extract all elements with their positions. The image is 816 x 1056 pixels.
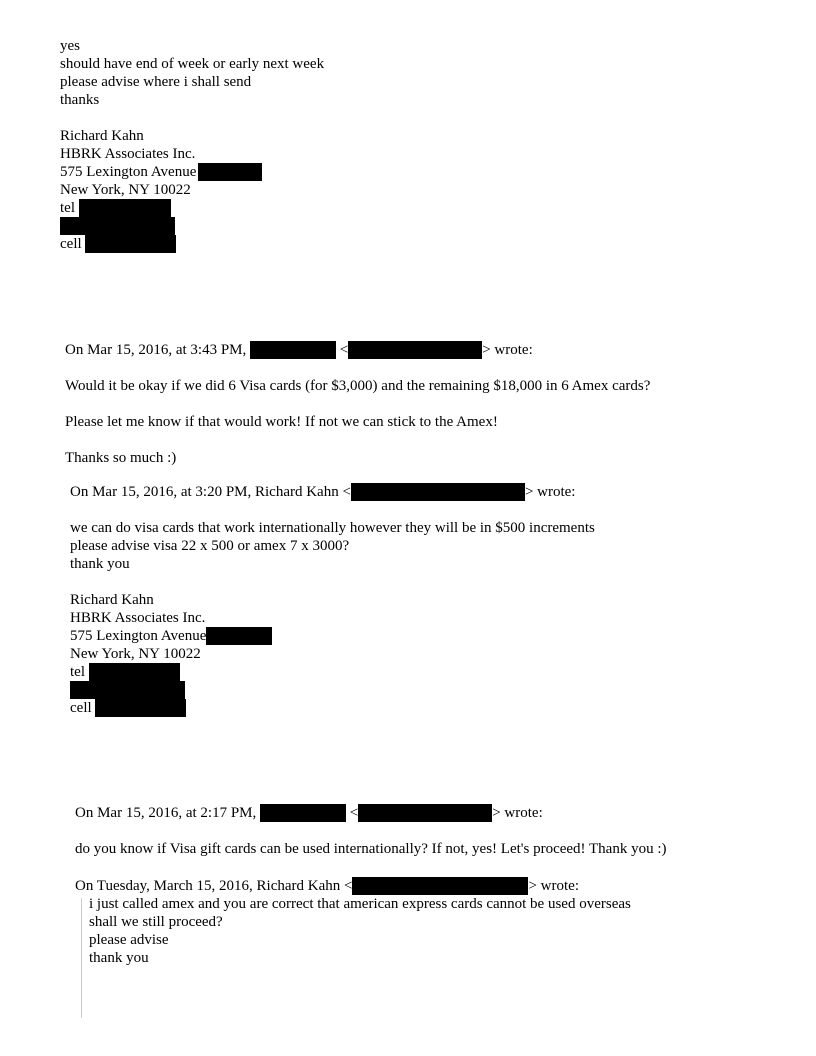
message-body-line: thank you — [70, 556, 130, 572]
message-body-line: please advise visa 22 x 500 or amex 7 x 3000? — [70, 538, 350, 554]
redaction — [352, 877, 528, 895]
redaction — [348, 341, 482, 359]
reply-line: should have end of week or early next week — [60, 56, 325, 72]
quoted-message-4-header — [75, 877, 579, 895]
redaction — [260, 804, 346, 822]
signature-city: New York, NY 10022 — [60, 182, 191, 198]
quoted-message-1 — [65, 341, 650, 467]
quoted-message-3 — [75, 804, 667, 858]
signature-address: 575 Lexington Avenue — [70, 627, 595, 645]
reply-line: please advise where i shall send — [60, 74, 252, 90]
signature-fax — [70, 681, 595, 699]
redaction — [351, 483, 525, 501]
redaction — [250, 341, 336, 359]
signature-cell: cell — [60, 235, 324, 253]
signature-address: 575 Lexington Avenue — [60, 163, 324, 181]
reply-line: yes — [60, 38, 80, 54]
signature-cell: cell — [70, 699, 595, 717]
signature-name: Richard Kahn — [60, 128, 144, 144]
redaction — [85, 235, 176, 253]
redaction — [206, 627, 272, 645]
redaction — [95, 699, 186, 717]
quote-bar — [81, 898, 82, 1018]
message-body-line: Thanks so much :) — [65, 450, 177, 466]
message-header: On Mar 15, 2016, at 2:17 PM, < > wrote: — [75, 805, 543, 821]
signature-tel: tel — [70, 663, 595, 681]
message-header: On Tuesday, March 15, 2016, Richard Kahn < > wrote: — [75, 878, 579, 894]
redaction — [358, 804, 492, 822]
redaction — [70, 681, 185, 699]
quoted-message-2 — [70, 483, 595, 717]
signature-city: New York, NY 10022 — [70, 646, 201, 662]
reply-line: thanks — [60, 92, 100, 108]
message-body-line: thank you — [89, 950, 149, 966]
signature-name: Richard Kahn — [70, 592, 154, 608]
message-header: On Mar 15, 2016, at 3:20 PM, Richard Kahn < > wrote: — [70, 484, 576, 500]
signature-company: HBRK Associates Inc. — [70, 610, 206, 626]
message-body-line: Would it be okay if we did 6 Visa cards (for $3,000) and the remaining $18,000 in 6 Amex cards? — [65, 378, 651, 394]
message-body-line: i just called amex and you are correct that american express cards cannot be used overseas — [89, 896, 631, 912]
message-header: On Mar 15, 2016, at 3:43 PM, < > wrote: — [65, 342, 533, 358]
reply-top — [60, 37, 324, 253]
message-body-line: Please let me know if that would work! If not we can stick to the Amex! — [65, 414, 498, 430]
signature-company: HBRK Associates Inc. — [60, 146, 196, 162]
signature-fax — [60, 217, 324, 235]
redaction — [79, 199, 171, 217]
redaction — [89, 663, 180, 681]
quoted-message-4-body — [89, 895, 631, 967]
message-body-line: we can do visa cards that work internationally however they will be in $500 increments — [70, 520, 595, 536]
redaction — [60, 217, 175, 235]
message-body-line: please advise — [89, 932, 169, 948]
signature-tel: tel — [60, 199, 324, 217]
message-body-line: do you know if Visa gift cards can be used internationally? If not, yes! Let's proceed! Thank you :) — [75, 841, 667, 857]
redaction — [198, 163, 262, 181]
message-body-line: shall we still proceed? — [89, 914, 223, 930]
